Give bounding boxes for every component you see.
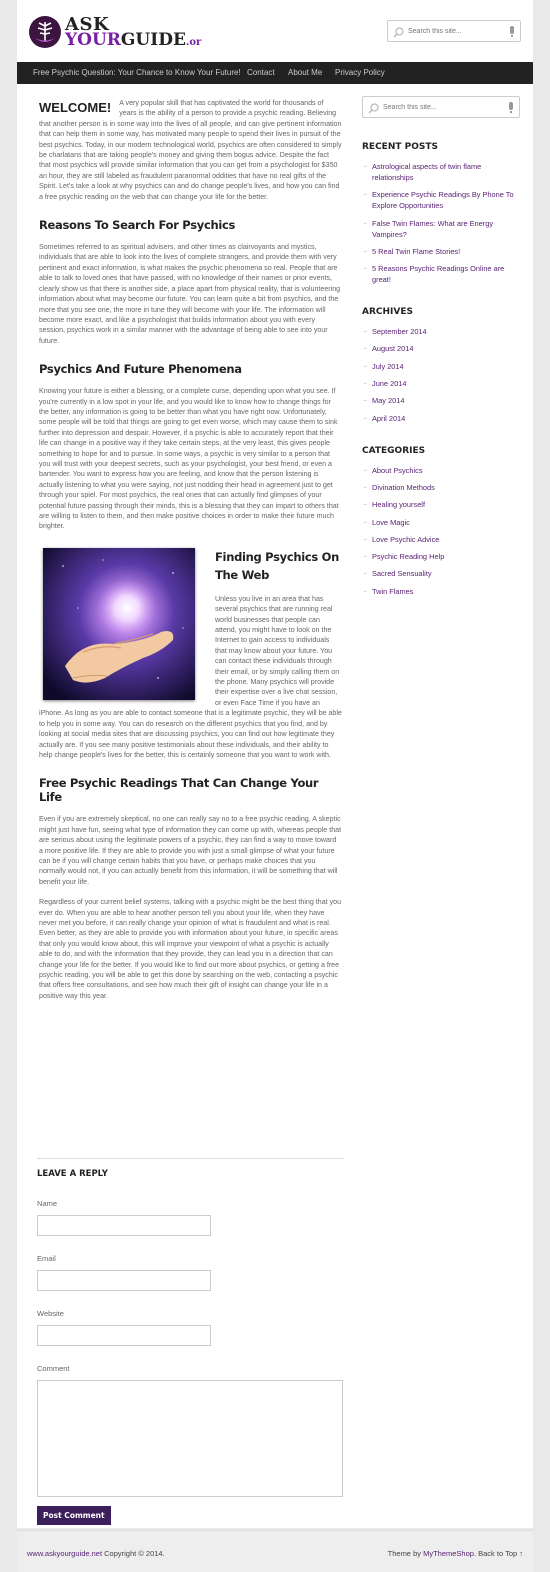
theme-by-text: Theme by bbox=[387, 1549, 424, 1558]
article-paragraph: Sometimes referred to as spiritual advisers, and other times as clairvoyants and mystics, individuals that are able to look into the lives of complete strangers, and provide them with very pertinent and exact information, is what makes the psychic phenomena so real. People that are able to talk to loved ones that have passed, with no knowledge of their names or prior events, clearly show us that there is another side, a place apart from physical reality, that is volunteering information about what may become our future. You can learn quite a bit from psychics, and the more that you see one, the more in tune they will become with your life. The information will become more exact, and like a psychologist that builds information about you with every session, psychics work in a similar manner with the advantage of being able to see into your future. bbox=[39, 243, 341, 345]
nav-item-contact[interactable]: Contact bbox=[247, 68, 275, 77]
category-link[interactable]: → Divination Methods bbox=[362, 482, 520, 493]
archives-heading: ARCHIVES bbox=[362, 307, 413, 318]
site-footer bbox=[17, 1530, 533, 1572]
category-link[interactable]: → Psychic Reading Help bbox=[362, 551, 520, 562]
header-search-input[interactable] bbox=[408, 24, 502, 38]
recent-post-link[interactable]: → Experience Psychic Readings By Phone To Explore Opportunities bbox=[362, 189, 520, 211]
archive-link[interactable]: → April 2014 bbox=[362, 413, 520, 424]
article-paragraph: Even if you are extremely skeptical, no one can really say no to a free psychic reading. A skeptic might just have fun, seeing what type of information they can come up with, whereas people that are serious about using the legitimate powers of a psychic, they can find a way to move toward a more positive life. If they are able to provide you with just a small glimpse of what your future can be if you will change certain habits that you have, or perhaps make choices that you normally would not, if you can actually benefit from this information, it will be something that will benefit your life. bbox=[39, 815, 342, 886]
website-label: Website bbox=[37, 1309, 64, 1318]
recent-post-link[interactable]: → Astrological aspects of twin flame relationships bbox=[362, 161, 520, 183]
logo-emblem-icon bbox=[29, 16, 61, 48]
mythemeshop-link[interactable]: MyThemeShop bbox=[423, 1549, 474, 1558]
footer-credits bbox=[388, 1549, 523, 1558]
heading-finding-psychics: Finding Psychics On The Web bbox=[215, 549, 340, 582]
sidebar-search bbox=[362, 96, 520, 118]
sidebar-search-input[interactable] bbox=[383, 100, 477, 114]
microphone-icon[interactable] bbox=[510, 26, 514, 34]
microphone-icon[interactable] bbox=[509, 102, 513, 110]
logo-text-ask: ASK bbox=[65, 14, 110, 35]
archive-link[interactable]: → June 2014 bbox=[362, 378, 520, 389]
footer-site-link[interactable]: www.askyourguide.net bbox=[27, 1549, 103, 1558]
sidebar bbox=[362, 96, 520, 603]
comment-form bbox=[37, 1158, 344, 1525]
category-link[interactable]: → Love Magic bbox=[362, 517, 520, 528]
categories-heading: CATEGORIES bbox=[362, 445, 426, 456]
heading-reasons: Reasons To Search For Psychics bbox=[39, 218, 236, 233]
email-field[interactable] bbox=[37, 1270, 211, 1291]
article-paragraph: Unless you live in an area that has several psychics that are running real world businesses that people can attend, you might have to look on the Internet to gain access to individuals that may know about your future. You can contact these individuals through their email, or by simply calling them on the phone. Many psychics will provide their expertise over a live chat session, or even Face Time if you have an iPhone. As long as you are able to contact someone that is a legitimate psychic, they will be able to help you in some way. You can do research on the different psychics that you find, and by looking at social media sites that are discussing psychics, you can find out how legitimate they actually are. If you see many positive testimonials about these individuals, and their ability to help change people's lives for the better, this is certainly someone that you want to work with. bbox=[39, 594, 342, 759]
archive-link[interactable]: → July 2014 bbox=[362, 361, 520, 372]
search-icon bbox=[368, 101, 379, 119]
leave-reply-heading: LEAVE A REPLY bbox=[37, 1169, 108, 1179]
comment-label: Comment bbox=[37, 1364, 70, 1373]
nav-item-privacy-policy[interactable]: Privacy Policy bbox=[335, 68, 385, 77]
categories-list bbox=[362, 465, 520, 597]
copyright-text: Copyright © 2014. bbox=[102, 1549, 165, 1558]
welcome-heading: WELCOME! bbox=[39, 100, 112, 115]
footer-copyright bbox=[27, 1549, 165, 1558]
category-link[interactable]: → About Psychics bbox=[362, 465, 520, 476]
article-paragraph-intro: A very popular skill that has captivated the world for thousands of years is the ability of a person to provide a psychic reading. Believing that another person is in some way into the lives of all people, and can give pertinent information that can help them in some way, has motivated many people to spend their lives in pursuit of the best psychics. Today, in our modern technological world, psychics are often considered to simply be charlatans that are taking people's money and giving them bogus advice. Despite the fact that most psychics will provide similar information that you can get from a psychologist for $350 an hour, they are still labeled as fraudulent paranormal oddities that have no real gifts of the Spirit. Let's take a look at why psychics can and do change people's lives, and how you can find a free psychic reading on the web that can change your life for the better. bbox=[39, 99, 342, 201]
category-link[interactable]: → Healing yourself bbox=[362, 499, 520, 510]
recent-posts-list bbox=[362, 161, 520, 285]
back-to-top-link[interactable]: . Back to Top ↑ bbox=[473, 1549, 523, 1558]
main-navigation bbox=[17, 62, 533, 84]
nav-item-free-psychic-question[interactable]: Free Psychic Question: Your Chance to Know Your Future! bbox=[33, 68, 241, 77]
recent-posts-heading: RECENT POSTS bbox=[362, 142, 438, 152]
hand-with-glowing-orb-image bbox=[43, 548, 195, 700]
heading-free-readings: Free Psychic Readings That Can Change Your Life bbox=[39, 776, 319, 805]
article-content bbox=[39, 98, 342, 1001]
name-label: Name bbox=[37, 1199, 58, 1208]
logo-text-yourguide: YOURGUIDE.or bbox=[65, 30, 202, 50]
category-link[interactable]: → Love Psychic Advice bbox=[362, 534, 520, 545]
website-field[interactable] bbox=[37, 1325, 211, 1346]
recent-post-link[interactable]: → False Twin Flames: What are Energy Vampires? bbox=[362, 218, 520, 240]
nav-item-about-me[interactable]: About Me bbox=[288, 68, 323, 77]
heading-future-phenomena: Psychics And Future Phenomena bbox=[39, 362, 242, 377]
archives-list bbox=[362, 326, 520, 423]
category-link[interactable]: → Sacred Sensuality bbox=[362, 568, 520, 579]
archive-link[interactable]: → May 2014 bbox=[362, 395, 520, 406]
article-paragraph: Knowing your future is either a blessing, or a complete curse, depending upon what you see. If you're currently in a low spot in your life, and you would like to know how to change things for the better, any information is going to be better than what you have right now. Unfortunately, some people will be told that things are going to get even worse, which may cause them to sink further into depression and despair. However, if a psychic is able to accurately report that their life can change in a positive way if they take certain steps, at the very least, this gives people something to hope for and to pursue. In some ways, a psychic is very similar to a person that you will trust with your deepest secrets, such as your psychologist, your best friend, or even a bartender. You want to express how you are feeling, and know that the person listening is actually listening to what you were saying, not just nodding their head in agreement just to get through your spiel. For most psychics, the real ones that can actually find glimpses of your potential future passing through their minds, this is a blessing that they can impart to others that are willing to listen to them, and then make positive choices in order to make their future much brighter. bbox=[39, 387, 339, 531]
recent-post-link[interactable]: → 5 Real Twin Flame Stories! bbox=[362, 246, 520, 257]
archive-link[interactable]: → September 2014 bbox=[362, 326, 520, 337]
header-search bbox=[387, 20, 521, 42]
recent-post-link[interactable]: → 5 Reasons Psychic Readings Online are great! bbox=[362, 263, 520, 285]
archive-link[interactable]: → August 2014 bbox=[362, 343, 520, 354]
search-icon bbox=[393, 25, 404, 43]
category-link[interactable]: → Twin Flames bbox=[362, 586, 520, 597]
post-comment-button[interactable]: Post Comment bbox=[37, 1506, 111, 1525]
site-logo[interactable] bbox=[29, 14, 202, 52]
comment-textarea[interactable] bbox=[37, 1380, 343, 1497]
page bbox=[17, 0, 533, 1528]
article-paragraph: Regardless of your current belief systems, talking with a psychic might be the best thing that you ever do. When you are able to hear another person tell you about your life, when they have never met you before, it can really change your opinion of what is fraudulent and what is real. Even better, as they are able to provide you with information about your future, in specific areas that only you would know about, this will improve your viewpoint of what a psychic is actually able to do, and with the information that they provide, they can lead you in a direction that can change your life for the better. If you would like to find out more about psychics, or getting a free psychic reading, you will be able to get this done by searching on the web, contacting a psychic that offers free consultations, and see how much their gift of insight can change your life in a positive way this year. bbox=[39, 898, 342, 1000]
email-label: Email bbox=[37, 1254, 56, 1263]
name-field[interactable] bbox=[37, 1215, 211, 1236]
